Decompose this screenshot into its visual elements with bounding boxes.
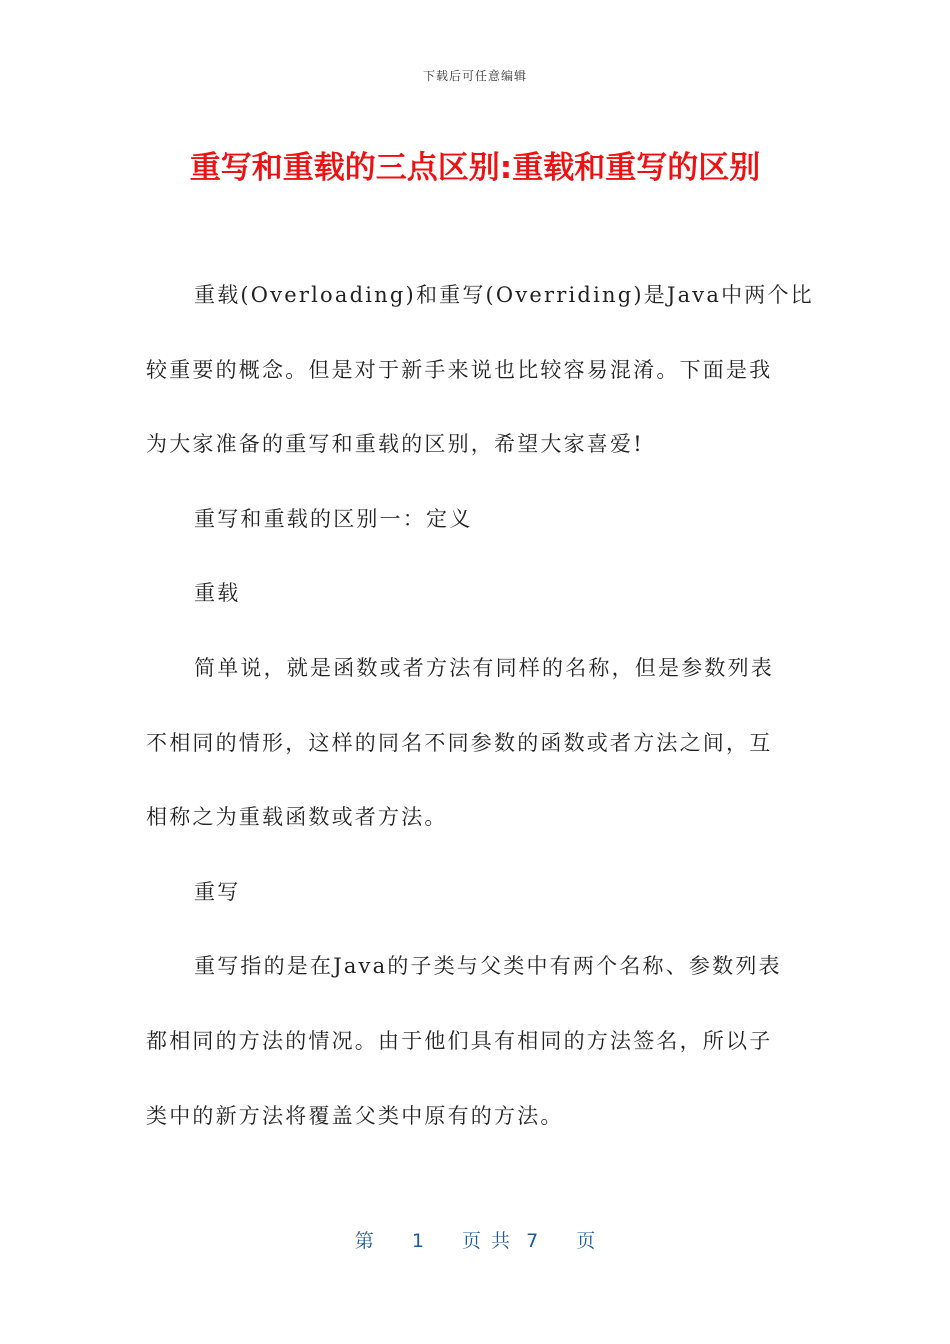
- header-note: 下载后可任意编辑: [422, 69, 527, 83]
- paragraph-line: 不相同的情形，这样的同名不同参数的函数或者方法之间，互: [146, 730, 773, 755]
- paragraph-line: 都相同的方法的情况。由于他们具有相同的方法签名，所以子: [146, 1028, 773, 1053]
- footer-page-number: 1: [411, 1230, 424, 1252]
- document-body: [146, 272, 814, 1167]
- paragraph-line: 为大家准备的重写和重载的区别，希望大家喜爱!: [146, 432, 644, 457]
- paragraph-line: 较重要的概念。但是对于新手来说也比较容易混淆。下面是我: [146, 357, 773, 382]
- paragraph-line: 简单说，就是函数或者方法有同样的名称，但是参数列表: [194, 655, 774, 680]
- subsection-heading: 重写: [194, 879, 241, 904]
- subsection-heading: 重载: [194, 581, 241, 606]
- footer-page-label: 第: [354, 1230, 374, 1252]
- paragraph-line: 重载(Overloading)和重写(Overriding)是Java中两个比: [194, 283, 814, 307]
- document-title: 重写和重载的三点区别:重载和重写的区别: [189, 150, 761, 186]
- section-heading: 重写和重载的区别一：定义: [194, 506, 473, 531]
- footer-page-suffix: 页: [576, 1230, 596, 1252]
- paragraph-line: 类中的新方法将覆盖父类中原有的方法。: [146, 1103, 564, 1128]
- footer-page-mid: 页共: [462, 1230, 521, 1252]
- paragraph-line: 重写指的是在Java的子类与父类中有两个名称、参数列表: [194, 954, 782, 979]
- footer-total-pages: 7: [526, 1230, 539, 1252]
- page-footer: [0, 1226, 950, 1253]
- paragraph-line: 相称之为重载函数或者方法。: [146, 805, 448, 830]
